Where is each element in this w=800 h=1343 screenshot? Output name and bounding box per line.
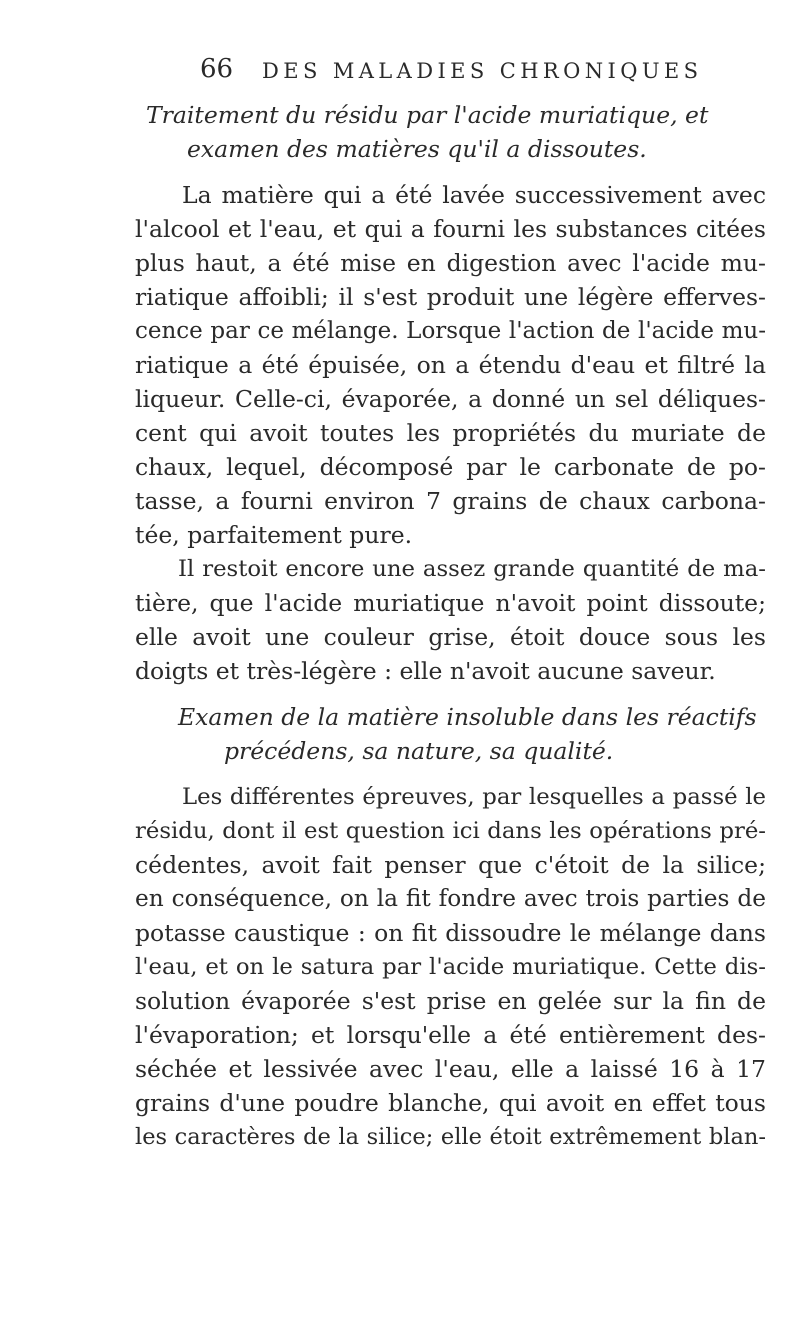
text-line: potasse caustique : on fit dissoudre le mélange dans bbox=[135, 919, 766, 947]
text-line: l'alcool et l'eau, et qui a fourni les substances citées bbox=[135, 215, 766, 243]
text-line: Les différentes épreuves, par lesquelles a passé le bbox=[182, 784, 766, 810]
text-line: cédentes, avoit fait penser que c'étoit de la silice; bbox=[135, 851, 766, 879]
text-line: séchée et lessivée avec l'eau, elle a laissé 16 à 17 bbox=[135, 1055, 766, 1083]
text-line: riatique affoibli; il s'est produit une légère efferves- bbox=[135, 283, 766, 311]
text-line: plus haut, a été mise en digestion avec l'acide mu- bbox=[135, 249, 766, 277]
heading-line: Traitement du résidu par l'acide muriatique, et bbox=[146, 101, 709, 129]
text-line: l'eau, et on le satura par l'acide muriatique. Cette dis- bbox=[135, 954, 766, 980]
text-line: cence par ce mélange. Lorsque l'action de l'acide mu- bbox=[135, 318, 766, 344]
text-line: riatique a été épuisée, on a étendu d'eau et filtré la bbox=[135, 351, 766, 379]
text-line: résidu, dont il est question ici dans les opérations pré- bbox=[135, 818, 766, 844]
text-line: les caractères de la silice; elle étoit extrêmement blan- bbox=[135, 1124, 766, 1150]
text-line: en conséquence, on la fit fondre avec trois parties de bbox=[135, 885, 766, 912]
text-line: La matière qui a été lavée successivement avec bbox=[182, 181, 766, 209]
text-line: chaux, lequel, décomposé par le carbonate de po- bbox=[135, 453, 766, 481]
text-line: tière, que l'acide muriatique n'avoit point dissoute; bbox=[135, 589, 766, 617]
text-line: liqueur. Celle-ci, évaporée, a donné un sel déliques- bbox=[135, 385, 766, 413]
heading-line: examen des matières qu'il a dissoutes. bbox=[187, 135, 647, 163]
heading-line: précédens, sa nature, sa qualité. bbox=[224, 737, 614, 765]
page-header bbox=[0, 52, 800, 92]
text-line: solution évaporée s'est prise en gelée sur la fin de bbox=[135, 987, 766, 1015]
running-title: DES MALADIES CHRONIQUES bbox=[262, 59, 703, 83]
text-line: tasse, a fourni environ 7 grains de chaux carbona- bbox=[135, 487, 766, 515]
text-line: tée, parfaitement pure. bbox=[135, 521, 413, 549]
text-line: l'évaporation; et lorsqu'elle a été entièrement des- bbox=[135, 1021, 766, 1049]
text-line: elle avoit une couleur grise, étoit douce sous les bbox=[135, 623, 766, 651]
text-line: grains d'une poudre blanche, qui avoit en effet tous bbox=[135, 1089, 766, 1117]
page-number: 66 bbox=[200, 54, 234, 84]
text-line: cent qui avoit toutes les propriétés du muriate de bbox=[135, 419, 766, 447]
text-line: doigts et très-légère : elle n'avoit aucune saveur. bbox=[135, 657, 716, 685]
heading-line: Examen de la matière insoluble dans les réactifs bbox=[178, 703, 757, 731]
text-line: Il restoit encore une assez grande quantité de ma- bbox=[178, 556, 766, 582]
